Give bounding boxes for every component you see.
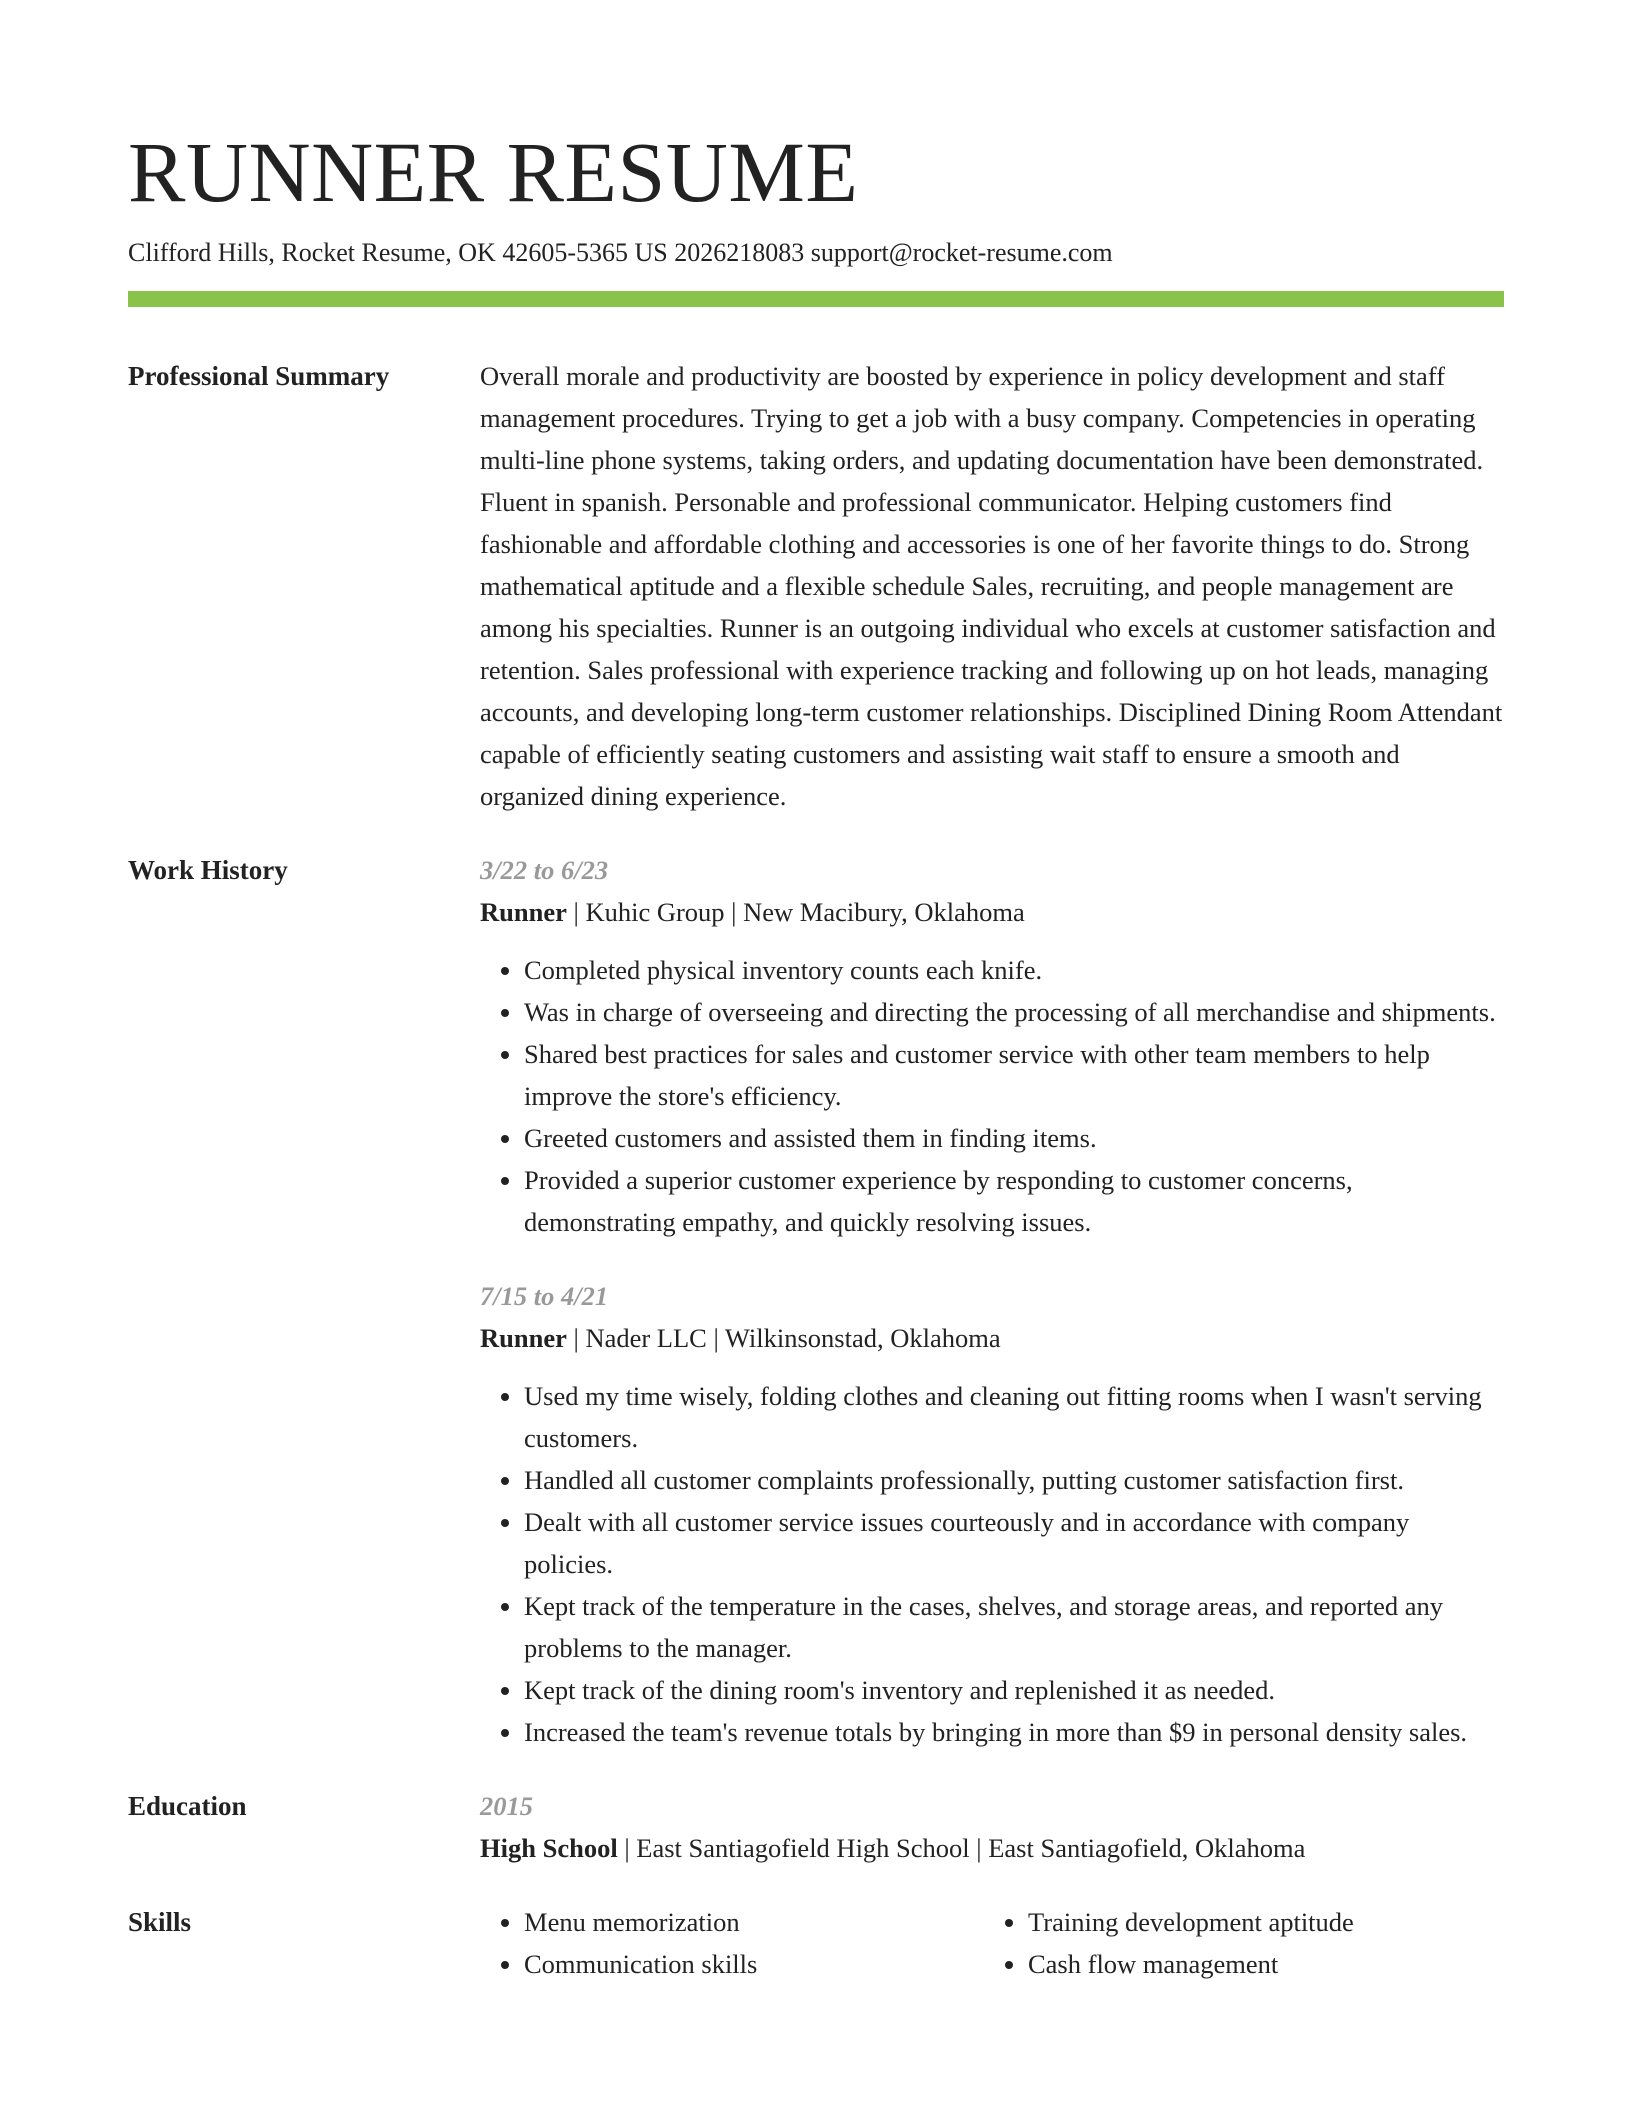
job-bullet: • Used my time wisely, folding clothes and cleaning out fitting rooms when I wasn't serving customers. <box>524 1375 1504 1459</box>
job-title: Runner <box>480 1323 567 1353</box>
work-history-section <box>128 849 1504 1753</box>
job-bullet: • Kept track of the dining room's inventory and replenished it as needed. <box>524 1669 1504 1711</box>
skill-item: • Cash flow management <box>1028 1943 1488 1985</box>
job-details: | Nader LLC | Wilkinsonstad, Oklahoma <box>566 1323 1001 1353</box>
job-entry <box>480 849 1504 1243</box>
resume-name: RUNNER RESUME <box>128 124 859 220</box>
job-bullets <box>480 949 1504 1243</box>
job-details: | Kuhic Group | New Macibury, Oklahoma <box>566 897 1025 927</box>
job-bullets <box>480 1375 1504 1753</box>
education-entry <box>480 1785 1504 1869</box>
summary-section <box>128 355 1504 817</box>
job-bullet: • Completed physical inventory counts each knife. <box>524 949 1504 991</box>
job-title: Runner <box>480 897 567 927</box>
job-bullet: • Increased the team's revenue totals by bringing in more than $9 in personal density sales. <box>524 1711 1504 1753</box>
job-bullet: • Kept track of the temperature in the cases, shelves, and storage areas, and reported any problems to the manager. <box>524 1585 1504 1669</box>
job-dates: 3/22 to 6/23 <box>480 855 609 885</box>
header-divider <box>128 291 1504 307</box>
section-label-education: Education <box>128 1791 247 1821</box>
job-heading <box>480 891 1504 933</box>
skill-item: • Training development aptitude <box>1028 1901 1488 1943</box>
job-bullet: • Was in charge of overseeing and directing the processing of all merchandise and shipments. <box>524 991 1504 1033</box>
section-label-work: Work History <box>128 855 288 885</box>
job-bullet: • Shared best practices for sales and customer service with other team members to help improve the store's efficiency. <box>524 1033 1504 1117</box>
skills-section <box>128 1901 1504 1985</box>
job-heading <box>480 1317 1504 1359</box>
skills-grid <box>480 1901 1504 1985</box>
skill-item: • Communication skills <box>524 1943 984 1985</box>
skills-column-left <box>480 1901 984 1985</box>
education-degree: High School <box>480 1833 618 1863</box>
section-label-summary: Professional Summary <box>128 361 390 391</box>
section-label-skills: Skills <box>128 1907 192 1937</box>
job-bullet: • Dealt with all customer service issues courteously and in accordance with company policies. <box>524 1501 1504 1585</box>
summary-text: Overall morale and productivity are boosted by experience in policy development and staff management procedures. Trying to get a job with a busy company. Competencies in operating multi-line phone systems, taking orders, and updating documentation have been demonstrated. Fluent in spanish. Personable and professional communicator. Helping customers find fashionable and affordable clothing and accessories is one of her favorite things to do. Strong mathematical aptitude and a flexible schedule Sales, recruiting, and people management are among his specialties. Runner is an outgoing individual who excels at customer satisfaction and retention. Sales professional with experience tracking and following up on hot leads, managing accounts, and developing long-term customer relationships. Disciplined Dining Room Attendant capable of efficiently seating customers and assisting wait staff to ensure a smooth and organized dining experience. <box>480 361 1503 811</box>
job-bullet: • Handled all customer complaints professionally, putting customer satisfaction first. <box>524 1459 1504 1501</box>
work-history-list <box>480 849 1504 1753</box>
education-section <box>128 1785 1504 1869</box>
contact-line: Clifford Hills, Rocket Resume, OK 42605-5365 US 2026218083 support@rocket-resume.com <box>128 238 1113 267</box>
job-entry <box>480 1275 1504 1753</box>
education-heading <box>480 1827 1504 1869</box>
job-bullet: • Provided a superior customer experience by responding to customer concerns, demonstrating empathy, and quickly resolving issues. <box>524 1159 1504 1243</box>
skills-column-right <box>984 1901 1488 1985</box>
skill-item: • Menu memorization <box>524 1901 984 1943</box>
job-bullet: • Greeted customers and assisted them in finding items. <box>524 1117 1504 1159</box>
education-details: | East Santiagofield High School | East Santiagofield, Oklahoma <box>617 1833 1306 1863</box>
job-dates: 7/15 to 4/21 <box>480 1281 609 1311</box>
education-year: 2015 <box>480 1791 533 1821</box>
